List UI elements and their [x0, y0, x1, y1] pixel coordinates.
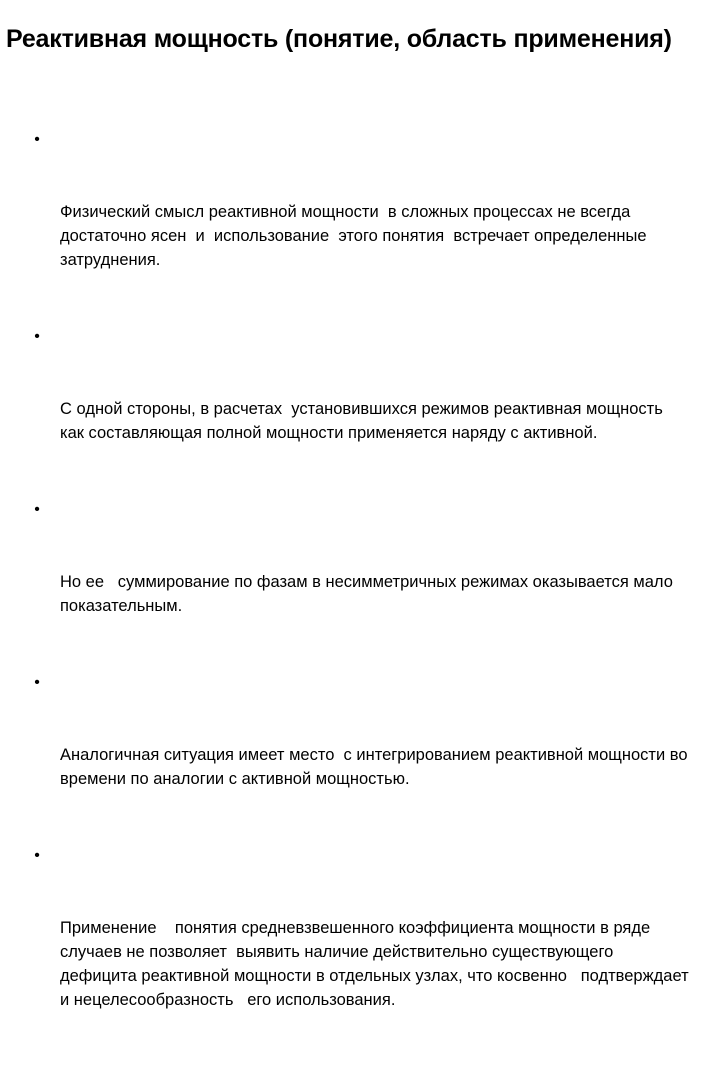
bullet-item [30, 498, 690, 666]
bullet-item [30, 325, 690, 493]
bullet-point-icon: • [34, 847, 40, 864]
bullet-text: Применение понятия средневзвешенного коэффициента мощности в ряде случаев не позволяет выявить наличие действительно существующего дефицита реактивной мощности в отдельных узлах, что косвенно подтверждает и нецелесообразность его использования. [60, 919, 703, 1009]
bullet-text: Но ее суммирование по фазам в несимметричных режимах оказывается мало показательным. [60, 573, 678, 615]
bullet-point-icon: • [34, 501, 40, 518]
bullet-point-icon: • [34, 328, 40, 345]
bullet-text: С одной стороны, в расчетах установившихся режимов реактивная мощность как составляющая полной мощности применяется наряду с активной. [60, 400, 668, 442]
bullet-list [30, 128, 703, 1065]
bullet-text: Аналогичная ситуация имеет место с интегрированием реактивной мощности во времени по аналогии с активной мощностью. [60, 746, 693, 788]
slide-title: Реактивная мощность (понятие, область применения) [6, 25, 672, 53]
bullet-point-icon: • [34, 131, 40, 148]
bullet-item [30, 128, 690, 320]
bullet-item [30, 844, 703, 1060]
bullet-text: Физический смысл реактивной мощности в сложных процессах не всегда достаточно ясен и использование этого понятия встречает определенные затруднения. [60, 203, 652, 269]
bullet-item [30, 671, 693, 839]
bullet-point-icon: • [34, 674, 40, 691]
